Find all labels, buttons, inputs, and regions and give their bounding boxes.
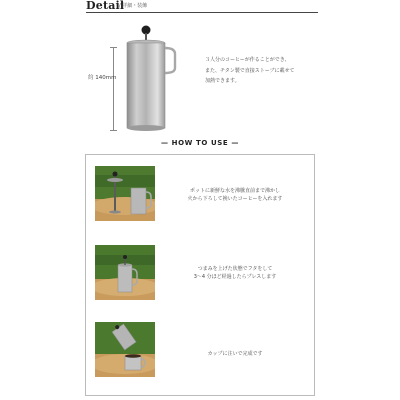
step-1-line: 火から下ろして挽いたコーヒーを入れます (187, 196, 283, 202)
step-3-text (160, 350, 310, 358)
header-divider (86, 12, 318, 13)
step-3-line: カップに注いで完成です (207, 351, 263, 357)
step-1-photo (95, 166, 155, 221)
description-line: 加熱できます。 (205, 78, 240, 84)
description-line: また、チタン製で直接ストーブに載せて (205, 67, 295, 74)
step-1-line: ポットに新鮮な水を沸騰直前まで沸かし (189, 188, 280, 194)
handle (165, 48, 175, 73)
detail-header (86, 0, 318, 16)
how-to-use-label: HOW TO USE (171, 139, 229, 147)
step-1-text (160, 187, 310, 203)
title-dash-left: — (161, 139, 172, 147)
product-image (122, 24, 178, 136)
dimension-cap-bottom (110, 130, 117, 131)
dimension-line (113, 47, 114, 131)
detail-subtitle: / 詳細・装飾 (119, 3, 148, 9)
step-2-text (160, 265, 310, 281)
step-2-line: 3〜4 分ほど経過したらプレスします (193, 274, 277, 280)
step-2-photo (95, 245, 155, 300)
product-description (205, 55, 315, 87)
dimension-label: 約 140mm (88, 75, 117, 81)
press-body (127, 43, 165, 131)
step-3-photo (95, 322, 155, 377)
description-line: ３人分のコーヒーが作ることができ、 (205, 57, 290, 63)
dimension-cap-top (110, 47, 117, 48)
title-dash-right: — (228, 139, 239, 147)
detail-title: Detail (86, 0, 125, 12)
how-to-use-title (0, 139, 400, 147)
step-2-line: つまみを上げた状態でフタをして (197, 266, 273, 272)
